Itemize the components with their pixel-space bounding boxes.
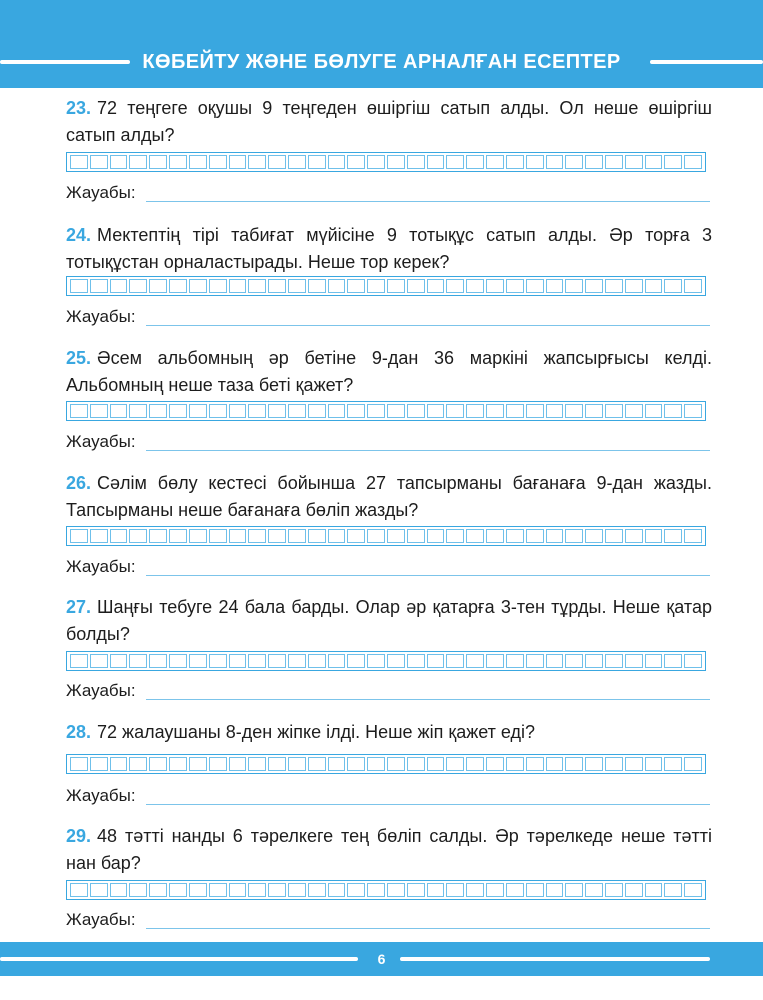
grid-cell[interactable] bbox=[585, 279, 603, 293]
answer-label: Жауабы: bbox=[66, 910, 136, 929]
grid-cell[interactable] bbox=[288, 404, 306, 418]
grid-cell[interactable] bbox=[387, 529, 405, 543]
grid-cell[interactable] bbox=[288, 654, 306, 668]
grid-cell[interactable] bbox=[129, 155, 147, 169]
answer-line[interactable] bbox=[146, 804, 710, 805]
grid-cell[interactable] bbox=[308, 155, 326, 169]
grid-cell[interactable] bbox=[129, 529, 147, 543]
grid-cell[interactable] bbox=[645, 757, 663, 771]
grid-cell[interactable] bbox=[70, 155, 88, 169]
grid-cell[interactable] bbox=[466, 883, 484, 897]
grid-cell[interactable] bbox=[585, 654, 603, 668]
grid-cell[interactable] bbox=[248, 757, 266, 771]
answer-row bbox=[66, 556, 712, 578]
grid-cell[interactable] bbox=[446, 883, 464, 897]
grid-cell[interactable] bbox=[149, 279, 167, 293]
grid-cell[interactable] bbox=[446, 404, 464, 418]
grid-cell[interactable] bbox=[248, 404, 266, 418]
answer-grid[interactable] bbox=[66, 276, 706, 296]
grid-cell[interactable] bbox=[189, 654, 207, 668]
grid-cell[interactable] bbox=[149, 757, 167, 771]
grid-cell[interactable] bbox=[625, 155, 643, 169]
grid-cell[interactable] bbox=[565, 529, 583, 543]
answer-grid[interactable] bbox=[66, 526, 706, 546]
grid-cell[interactable] bbox=[367, 529, 385, 543]
grid-cell[interactable] bbox=[645, 155, 663, 169]
grid-cell[interactable] bbox=[486, 155, 504, 169]
page-title: КӨБЕЙТУ ЖӘНЕ БӨЛУГЕ АРНАЛҒАН ЕСЕПТЕР bbox=[0, 47, 763, 77]
problem-23 bbox=[66, 95, 712, 202]
answer-line[interactable] bbox=[146, 325, 710, 326]
grid-cell[interactable] bbox=[268, 883, 286, 897]
grid-cell[interactable] bbox=[90, 279, 108, 293]
grid-cell[interactable] bbox=[407, 404, 425, 418]
grid-cell[interactable] bbox=[387, 883, 405, 897]
grid-cell[interactable] bbox=[466, 654, 484, 668]
grid-cell[interactable] bbox=[387, 654, 405, 668]
grid-cell[interactable] bbox=[90, 155, 108, 169]
grid-cell[interactable] bbox=[664, 404, 682, 418]
grid-cell[interactable] bbox=[189, 155, 207, 169]
grid-cell[interactable] bbox=[486, 279, 504, 293]
grid-cell[interactable] bbox=[546, 279, 564, 293]
answer-row bbox=[66, 306, 712, 328]
grid-cell[interactable] bbox=[328, 654, 346, 668]
grid-cell[interactable] bbox=[546, 529, 564, 543]
grid-cell[interactable] bbox=[387, 404, 405, 418]
grid-cell[interactable] bbox=[149, 155, 167, 169]
grid-cell[interactable] bbox=[625, 529, 643, 543]
grid-cell[interactable] bbox=[189, 404, 207, 418]
grid-cell[interactable] bbox=[149, 529, 167, 543]
grid-cell[interactable] bbox=[328, 757, 346, 771]
grid-cell[interactable] bbox=[110, 654, 128, 668]
grid-cell[interactable] bbox=[684, 529, 702, 543]
grid-cell[interactable] bbox=[486, 404, 504, 418]
grid-cell[interactable] bbox=[684, 279, 702, 293]
grid-cell[interactable] bbox=[367, 654, 385, 668]
grid-cell[interactable] bbox=[526, 529, 544, 543]
grid-cell[interactable] bbox=[526, 155, 544, 169]
grid-cell[interactable] bbox=[565, 155, 583, 169]
problem-29 bbox=[66, 823, 712, 929]
grid-cell[interactable] bbox=[526, 279, 544, 293]
grid-cell[interactable] bbox=[328, 883, 346, 897]
grid-cell[interactable] bbox=[407, 155, 425, 169]
grid-cell[interactable] bbox=[308, 757, 326, 771]
grid-cell[interactable] bbox=[446, 529, 464, 543]
grid-cell[interactable] bbox=[229, 404, 247, 418]
grid-cell[interactable] bbox=[70, 529, 88, 543]
grid-cell[interactable] bbox=[347, 529, 365, 543]
grid-cell[interactable] bbox=[229, 757, 247, 771]
grid-cell[interactable] bbox=[288, 279, 306, 293]
grid-cell[interactable] bbox=[506, 404, 524, 418]
problem-text: 25. Әсем альбомның әр бетіне 9-дан 36 маркіні жапсырғысы келді. Альбомның неше таза беті қажет? bbox=[66, 348, 712, 395]
grid-cell[interactable] bbox=[585, 155, 603, 169]
page-footer bbox=[0, 942, 763, 976]
grid-cell[interactable] bbox=[189, 757, 207, 771]
grid-cell[interactable] bbox=[229, 155, 247, 169]
grid-cell[interactable] bbox=[427, 279, 445, 293]
grid-cell[interactable] bbox=[367, 404, 385, 418]
grid-cell[interactable] bbox=[526, 883, 544, 897]
answer-row bbox=[66, 785, 712, 807]
grid-cell[interactable] bbox=[466, 757, 484, 771]
problem-number: 28. bbox=[66, 722, 92, 742]
grid-cell[interactable] bbox=[169, 529, 187, 543]
grid-cell[interactable] bbox=[229, 529, 247, 543]
grid-cell[interactable] bbox=[387, 757, 405, 771]
grid-cell[interactable] bbox=[308, 404, 326, 418]
grid-cell[interactable] bbox=[625, 654, 643, 668]
grid-cell[interactable] bbox=[664, 883, 682, 897]
grid-cell[interactable] bbox=[328, 155, 346, 169]
problem-number: 29. bbox=[66, 826, 92, 846]
grid-cell[interactable] bbox=[209, 654, 227, 668]
grid-cell[interactable] bbox=[347, 757, 365, 771]
answer-label: Жауабы: bbox=[66, 183, 136, 202]
problem-text: 23. 72 теңгеге оқушы 9 теңгеден өшіргіш сатып алды. Ол неше өшіргіш сатып алды? bbox=[66, 98, 712, 145]
grid-cell[interactable] bbox=[248, 155, 266, 169]
grid-cell[interactable] bbox=[446, 279, 464, 293]
grid-cell[interactable] bbox=[268, 155, 286, 169]
problem-number: 27. bbox=[66, 597, 92, 617]
grid-cell[interactable] bbox=[189, 279, 207, 293]
grid-cell[interactable] bbox=[90, 529, 108, 543]
answer-line[interactable] bbox=[146, 450, 710, 451]
grid-cell[interactable] bbox=[248, 883, 266, 897]
grid-cell[interactable] bbox=[169, 883, 187, 897]
grid-cell[interactable] bbox=[248, 279, 266, 293]
grid-cell[interactable] bbox=[466, 529, 484, 543]
grid-cell[interactable] bbox=[288, 529, 306, 543]
grid-cell[interactable] bbox=[248, 654, 266, 668]
problem-text: 28. 72 жалаушаны 8-ден жіпке ілді. Неше жіп қажет еді? bbox=[66, 722, 536, 742]
grid-cell[interactable] bbox=[407, 757, 425, 771]
grid-cell[interactable] bbox=[645, 279, 663, 293]
grid-cell[interactable] bbox=[110, 155, 128, 169]
grid-cell[interactable] bbox=[605, 883, 623, 897]
grid-cell[interactable] bbox=[427, 404, 445, 418]
grid-cell[interactable] bbox=[149, 404, 167, 418]
problem-24 bbox=[66, 222, 712, 326]
grid-cell[interactable] bbox=[645, 404, 663, 418]
grid-cell[interactable] bbox=[625, 883, 643, 897]
problem-text: 27. Шаңғы тебуге 24 бала барды. Олар әр қатарға 3-тен тұрды. Неше қатар болды? bbox=[66, 597, 712, 644]
answer-label: Жауабы: bbox=[66, 786, 136, 805]
grid-cell[interactable] bbox=[664, 757, 682, 771]
grid-cell[interactable] bbox=[565, 404, 583, 418]
answer-grid[interactable] bbox=[66, 152, 706, 172]
grid-cell[interactable] bbox=[506, 654, 524, 668]
grid-cell[interactable] bbox=[268, 757, 286, 771]
grid-cell[interactable] bbox=[486, 883, 504, 897]
grid-cell[interactable] bbox=[684, 155, 702, 169]
grid-cell[interactable] bbox=[664, 654, 682, 668]
answer-label: Жауабы: bbox=[66, 681, 136, 700]
grid-cell[interactable] bbox=[427, 757, 445, 771]
grid-cell[interactable] bbox=[466, 155, 484, 169]
grid-cell[interactable] bbox=[664, 155, 682, 169]
grid-cell[interactable] bbox=[90, 757, 108, 771]
grid-cell[interactable] bbox=[427, 883, 445, 897]
grid-cell[interactable] bbox=[526, 757, 544, 771]
grid-cell[interactable] bbox=[526, 404, 544, 418]
grid-cell[interactable] bbox=[110, 757, 128, 771]
grid-cell[interactable] bbox=[169, 279, 187, 293]
grid-cell[interactable] bbox=[189, 529, 207, 543]
grid-cell[interactable] bbox=[110, 529, 128, 543]
grid-cell[interactable] bbox=[268, 279, 286, 293]
grid-cell[interactable] bbox=[427, 529, 445, 543]
grid-cell[interactable] bbox=[149, 883, 167, 897]
grid-cell[interactable] bbox=[70, 404, 88, 418]
grid-cell[interactable] bbox=[169, 404, 187, 418]
answer-label: Жауабы: bbox=[66, 432, 136, 451]
grid-cell[interactable] bbox=[407, 654, 425, 668]
problem-number: 26. bbox=[66, 473, 92, 493]
grid-cell[interactable] bbox=[347, 404, 365, 418]
problem-number: 23. bbox=[66, 98, 92, 118]
grid-cell[interactable] bbox=[625, 757, 643, 771]
answer-grid[interactable] bbox=[66, 754, 706, 774]
grid-cell[interactable] bbox=[446, 757, 464, 771]
grid-cell[interactable] bbox=[308, 529, 326, 543]
grid-cell[interactable] bbox=[347, 279, 365, 293]
grid-cell[interactable] bbox=[546, 404, 564, 418]
grid-cell[interactable] bbox=[387, 279, 405, 293]
grid-cell[interactable] bbox=[546, 654, 564, 668]
grid-cell[interactable] bbox=[229, 654, 247, 668]
grid-cell[interactable] bbox=[565, 279, 583, 293]
grid-cell[interactable] bbox=[585, 757, 603, 771]
grid-cell[interactable] bbox=[70, 757, 88, 771]
grid-cell[interactable] bbox=[209, 279, 227, 293]
grid-cell[interactable] bbox=[585, 404, 603, 418]
grid-cell[interactable] bbox=[328, 529, 346, 543]
problem-text: 26. Сәлім бөлу кестесі бойынша 27 тапсырманы бағанаға 9-дан жазды. Тапсырманы неше бағанаға бөліп жазды? bbox=[66, 473, 712, 520]
grid-cell[interactable] bbox=[229, 883, 247, 897]
answer-row bbox=[66, 431, 712, 453]
answer-row bbox=[66, 182, 712, 204]
grid-cell[interactable] bbox=[347, 654, 365, 668]
grid-cell[interactable] bbox=[70, 279, 88, 293]
problem-28 bbox=[66, 719, 712, 805]
grid-cell[interactable] bbox=[129, 757, 147, 771]
grid-cell[interactable] bbox=[625, 279, 643, 293]
answer-label: Жауабы: bbox=[66, 557, 136, 576]
grid-cell[interactable] bbox=[605, 279, 623, 293]
grid-cell[interactable] bbox=[506, 757, 524, 771]
grid-cell[interactable] bbox=[90, 654, 108, 668]
grid-cell[interactable] bbox=[209, 757, 227, 771]
grid-cell[interactable] bbox=[90, 883, 108, 897]
answer-line[interactable] bbox=[146, 575, 710, 576]
grid-cell[interactable] bbox=[684, 654, 702, 668]
grid-cell[interactable] bbox=[308, 654, 326, 668]
grid-cell[interactable] bbox=[90, 404, 108, 418]
grid-cell[interactable] bbox=[308, 279, 326, 293]
answer-line[interactable] bbox=[146, 928, 710, 929]
grid-cell[interactable] bbox=[129, 654, 147, 668]
grid-cell[interactable] bbox=[546, 757, 564, 771]
grid-cell[interactable] bbox=[645, 654, 663, 668]
grid-cell[interactable] bbox=[605, 404, 623, 418]
grid-cell[interactable] bbox=[506, 883, 524, 897]
problem-25 bbox=[66, 345, 712, 451]
answer-line[interactable] bbox=[146, 201, 710, 202]
grid-cell[interactable] bbox=[466, 404, 484, 418]
grid-cell[interactable] bbox=[328, 404, 346, 418]
grid-cell[interactable] bbox=[486, 529, 504, 543]
answer-grid[interactable] bbox=[66, 651, 706, 671]
grid-cell[interactable] bbox=[645, 529, 663, 543]
grid-cell[interactable] bbox=[229, 279, 247, 293]
grid-cell[interactable] bbox=[446, 155, 464, 169]
grid-cell[interactable] bbox=[605, 757, 623, 771]
grid-cell[interactable] bbox=[605, 654, 623, 668]
grid-cell[interactable] bbox=[684, 404, 702, 418]
grid-cell[interactable] bbox=[506, 529, 524, 543]
problem-text: 29. 48 тәтті нанды 6 тәрелкеге тең бөліп салды. Әр тәрелкеде неше тәтті нан бар? bbox=[66, 826, 712, 873]
grid-cell[interactable] bbox=[328, 279, 346, 293]
grid-cell[interactable] bbox=[506, 155, 524, 169]
grid-cell[interactable] bbox=[209, 883, 227, 897]
grid-cell[interactable] bbox=[288, 155, 306, 169]
grid-cell[interactable] bbox=[387, 155, 405, 169]
grid-cell[interactable] bbox=[565, 757, 583, 771]
grid-cell[interactable] bbox=[268, 654, 286, 668]
grid-cell[interactable] bbox=[110, 883, 128, 897]
grid-cell[interactable] bbox=[585, 883, 603, 897]
grid-cell[interactable] bbox=[308, 883, 326, 897]
grid-cell[interactable] bbox=[129, 404, 147, 418]
grid-cell[interactable] bbox=[605, 155, 623, 169]
grid-cell[interactable] bbox=[367, 279, 385, 293]
grid-cell[interactable] bbox=[605, 529, 623, 543]
grid-cell[interactable] bbox=[625, 404, 643, 418]
problem-text: 24. Мектептің тірі табиғат мүйісіне 9 тотықұс сатып алды. Әр торға 3 тотықұстан орналастырады. Неше тор керек? bbox=[66, 225, 712, 272]
grid-cell[interactable] bbox=[268, 529, 286, 543]
grid-cell[interactable] bbox=[110, 404, 128, 418]
grid-cell[interactable] bbox=[506, 279, 524, 293]
grid-cell[interactable] bbox=[407, 529, 425, 543]
grid-cell[interactable] bbox=[288, 883, 306, 897]
grid-cell[interactable] bbox=[407, 883, 425, 897]
grid-cell[interactable] bbox=[70, 883, 88, 897]
grid-cell[interactable] bbox=[367, 757, 385, 771]
grid-cell[interactable] bbox=[486, 757, 504, 771]
answer-line[interactable] bbox=[146, 699, 710, 700]
grid-cell[interactable] bbox=[268, 404, 286, 418]
grid-cell[interactable] bbox=[427, 155, 445, 169]
grid-cell[interactable] bbox=[466, 279, 484, 293]
grid-cell[interactable] bbox=[209, 155, 227, 169]
grid-cell[interactable] bbox=[446, 654, 464, 668]
grid-cell[interactable] bbox=[546, 155, 564, 169]
problem-26 bbox=[66, 470, 712, 576]
answer-row bbox=[66, 680, 712, 702]
grid-cell[interactable] bbox=[288, 757, 306, 771]
problem-number: 25. bbox=[66, 348, 92, 368]
grid-cell[interactable] bbox=[189, 883, 207, 897]
answer-grid[interactable] bbox=[66, 401, 706, 421]
grid-cell[interactable] bbox=[407, 279, 425, 293]
page-number: 6 bbox=[377, 951, 386, 967]
grid-cell[interactable] bbox=[684, 757, 702, 771]
grid-cell[interactable] bbox=[129, 279, 147, 293]
grid-cell[interactable] bbox=[664, 529, 682, 543]
grid-cell[interactable] bbox=[486, 654, 504, 668]
grid-cell[interactable] bbox=[526, 654, 544, 668]
grid-cell[interactable] bbox=[347, 155, 365, 169]
grid-cell[interactable] bbox=[367, 883, 385, 897]
page-header bbox=[0, 0, 763, 88]
grid-cell[interactable] bbox=[209, 404, 227, 418]
grid-cell[interactable] bbox=[684, 883, 702, 897]
grid-cell[interactable] bbox=[585, 529, 603, 543]
grid-cell[interactable] bbox=[70, 654, 88, 668]
answer-grid[interactable] bbox=[66, 880, 706, 900]
grid-cell[interactable] bbox=[565, 883, 583, 897]
grid-cell[interactable] bbox=[209, 529, 227, 543]
grid-cell[interactable] bbox=[565, 654, 583, 668]
grid-cell[interactable] bbox=[367, 155, 385, 169]
grid-cell[interactable] bbox=[347, 883, 365, 897]
grid-cell[interactable] bbox=[546, 883, 564, 897]
answer-row bbox=[66, 909, 712, 931]
grid-cell[interactable] bbox=[129, 883, 147, 897]
grid-cell[interactable] bbox=[427, 654, 445, 668]
grid-cell[interactable] bbox=[149, 654, 167, 668]
problem-number: 24. bbox=[66, 225, 92, 245]
grid-cell[interactable] bbox=[169, 757, 187, 771]
problem-27 bbox=[66, 594, 712, 700]
grid-cell[interactable] bbox=[169, 654, 187, 668]
grid-cell[interactable] bbox=[169, 155, 187, 169]
answer-label: Жауабы: bbox=[66, 307, 136, 326]
grid-cell[interactable] bbox=[110, 279, 128, 293]
grid-cell[interactable] bbox=[664, 279, 682, 293]
grid-cell[interactable] bbox=[248, 529, 266, 543]
grid-cell[interactable] bbox=[645, 883, 663, 897]
